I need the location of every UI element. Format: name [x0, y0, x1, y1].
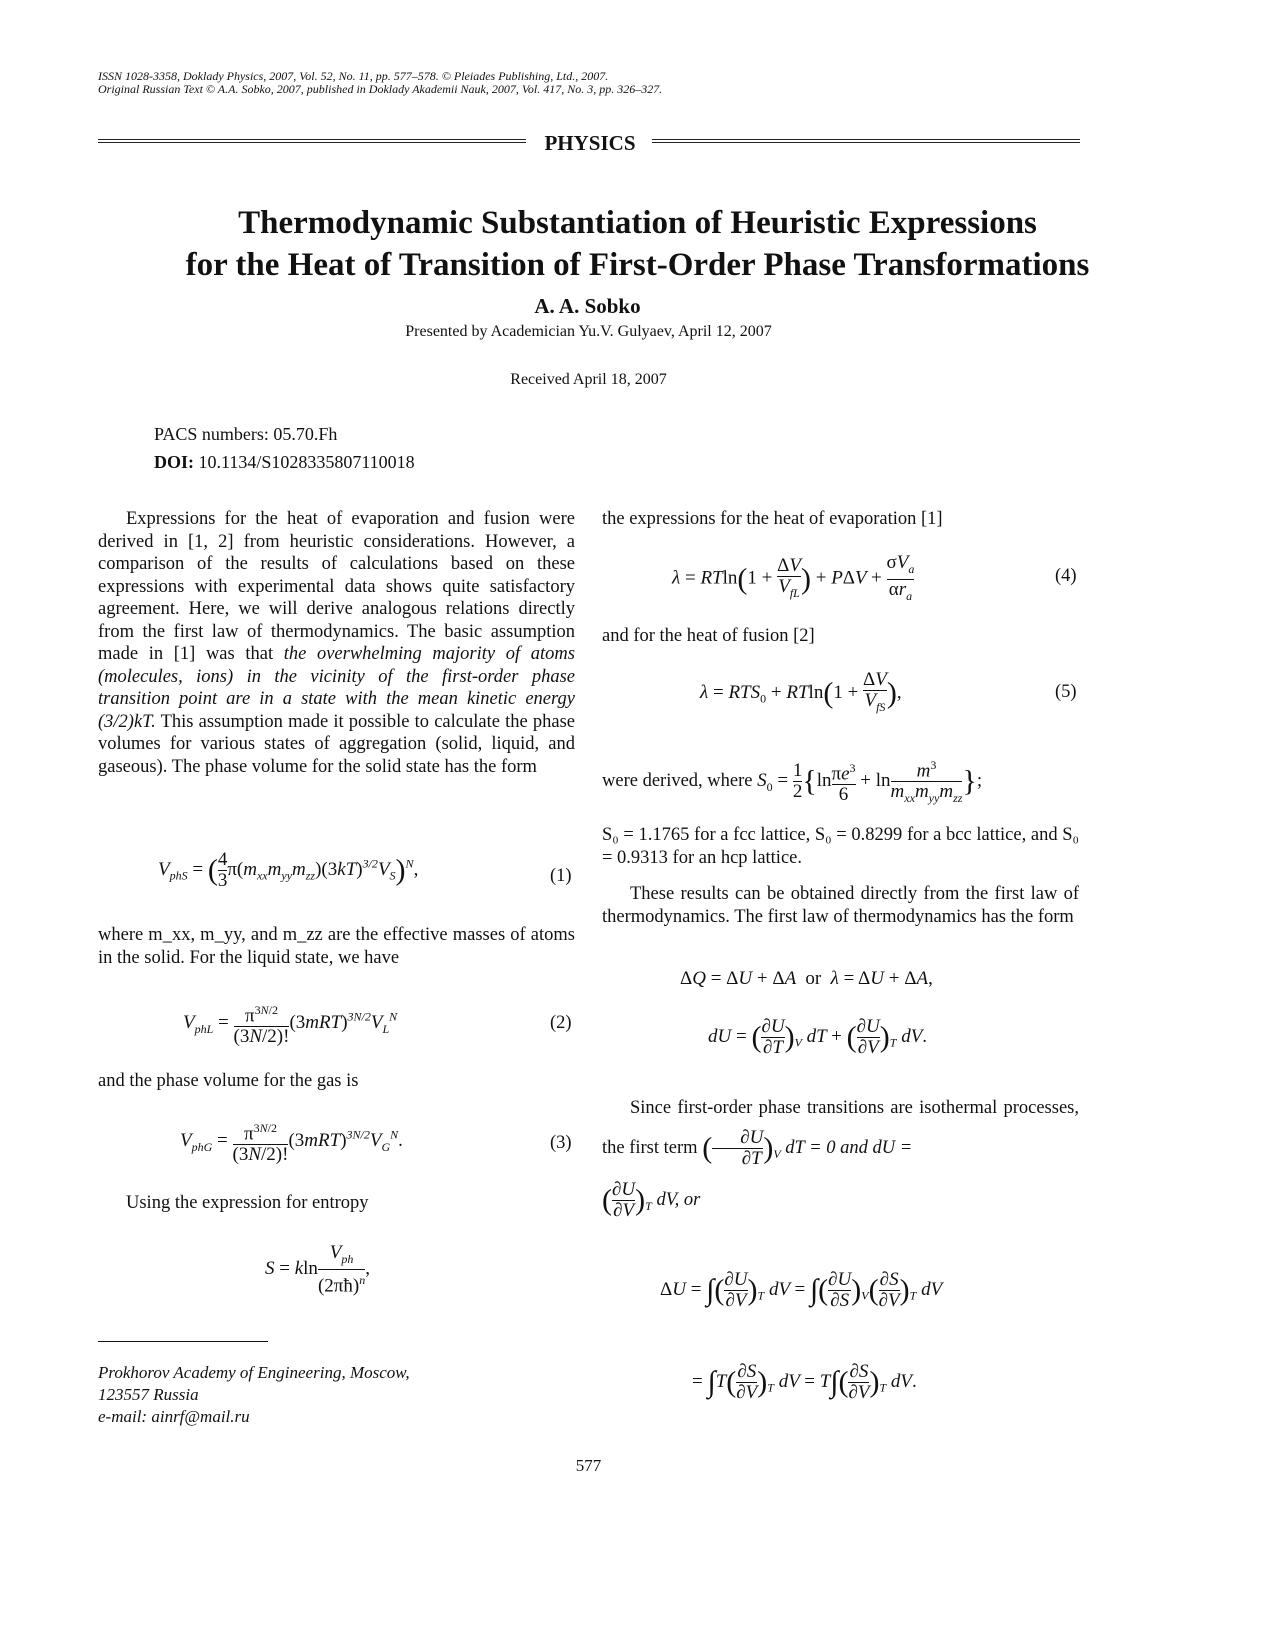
s0-definition: $S_0$ = $\frac{1}{2}$ {ln $\frac{\pi e^3}{6}$ + ln $\frac{m^3}{m_{xx}m_{yy}m_{zz}}$ };: [757, 770, 982, 791]
left-paragraph-4: Using the expression for entropy: [126, 1193, 369, 1213]
eq2-number: (2): [550, 1013, 572, 1033]
du-dv-fraction: ( $\frac{\partial U}{\partial V}$ )$_T$: [602, 1179, 652, 1221]
page-number: 577: [575, 1456, 602, 1475]
eq5-number: (5): [1055, 682, 1077, 702]
right-paragraph-3: [602, 755, 982, 808]
eq4-number: (4): [1055, 566, 1077, 586]
article-title: [60, 202, 1215, 286]
first-law-equation: ΔQ = ΔU + ΔA or λ = ΔU + ΔA,: [680, 968, 933, 989]
equation-5: $\lambda = RTS_0 + RTln(1$ + $\frac{\Delta V}{V_{fS}}$ ),: [700, 670, 902, 717]
title-line-2: for the Heat of Transition of First-Order Phase Transformations: [185, 247, 1090, 283]
right-paragraph-4: S₀ = 1.1765 for a fcc lattice, S₀ = 0.8299 for a bcc lattice, and S₀ = 0.9313 for an hcp lattice.: [602, 825, 1079, 868]
footnote-email: e-mail: ainrf@mail.ru: [98, 1407, 250, 1426]
doi-line: [154, 448, 415, 476]
equation-4: λ = RTln(1 + $\frac{\Delta V}{V_{fL}}$ ) + PΔV + $\frac{\sigma V_a}{\alpha r_a}$: [672, 553, 914, 606]
presented-by: Presented by Academician Yu.V. Gulyaev, April 12, 2007: [405, 323, 772, 340]
affiliation-footnote: [98, 1362, 410, 1428]
pacs-numbers: PACS numbers: 05.70.Fh: [154, 424, 338, 444]
first-term-fraction: ( $\frac{\partial U}{\partial T}$ )$_V$: [702, 1127, 781, 1170]
left-paragraph-3: and the phase volume for the gas is: [98, 1071, 359, 1091]
eq3-number: (3): [550, 1133, 572, 1153]
right-p6-tail: dV, or: [656, 1189, 701, 1210]
header-line-2: Original Russian Text © A.A. Sobko, 2007, published in Doklady Akademii Nauk, 2007, Vol. 417, No. 3, pp. 326–327.: [98, 82, 663, 96]
du-equation: dU = ( $\frac{\partial U}{\partial T}$ )$_V$ dT + ( $\frac{\partial U}{\partial V}$ )$_T$ dV.: [708, 1016, 928, 1058]
right-p3-lead: were derived, where: [602, 770, 753, 791]
section-label: PHYSICS: [544, 131, 636, 155]
right-paragraph-2: and for the heat of fusion [2]: [602, 626, 815, 646]
left-paragraph-1: [98, 508, 575, 778]
doi-value: 10.1134/S1028335807110018: [198, 452, 415, 472]
footnote-line-2: 123557 Russia: [98, 1385, 199, 1404]
left-p1-text: Expressions for the heat of evaporation and fusion were derived in [1, 2] from heuristic considerations. However, a comparison of the results of calculations based on these expressions with experimental data shows quite satisfactory agreement. Here, we will derive analogous relations directly from the first law of thermodynamics. The basic assumption made in [1] was that: [98, 509, 575, 664]
delta-u-integral-1: ΔU = ∫( $\frac{\partial U}{\partial V}$ )$_T$ dV = ∫( $\frac{\partial U}{\partial S}$ )$_V$( $\frac{\partial S}{\partial V}$ )$_T$ dV: [660, 1269, 943, 1311]
equation-3: $V_{phG}$ = $\frac{\pi^{3N/2}}{(3N/2)!}$ $(3mRT)^{3N/2}V_G^N$.: [180, 1121, 403, 1166]
delta-u-integral-2: = ∫T( $\frac{\partial S}{\partial V}$ )$_T$ dV = T∫( $\frac{\partial S}{\partial V}$ )$_T$ dV.: [692, 1361, 917, 1403]
section-rule-right: [652, 139, 1080, 143]
equation-1: $V_{phS}$ = ( $\frac{4}{3}$ $\pi(m_{xx}m_{yy}m_{zz})(3kT)^{3/2}V_S)^N$,: [158, 849, 419, 891]
right-paragraph-6: [602, 1088, 1079, 1174]
footnote-line-1: Prokhorov Academy of Engineering, Moscow,: [98, 1363, 410, 1382]
right-p6-mid: dT = 0 and dU =: [785, 1138, 913, 1158]
author: A. A. Sobko: [534, 294, 641, 318]
doi-label: DOI:: [154, 452, 194, 472]
eq1-number: (1): [550, 866, 572, 886]
right-paragraph-1: the expressions for the heat of evaporation [1]: [602, 509, 943, 529]
right-paragraph-5: These results can be obtained directly from the first law of thermodynamics. The first law of thermodynamics has the form: [602, 884, 1079, 927]
right-paragraph-6-tail: [602, 1180, 700, 1221]
pacs-block: [154, 420, 415, 476]
equation-2: $V_{phL}$ = $\frac{\pi^{3N/2}}{(3N/2)!}$ $(3mRT)^{3N/2}V_L^N$: [183, 1003, 398, 1048]
left-paragraph-2: where m_xx, m_yy, and m_zz are the effective masses of atoms in the solid. For the liquid state, we have: [98, 925, 575, 968]
received-date: Received April 18, 2007: [510, 371, 667, 388]
footnote-rule: [98, 1341, 268, 1342]
left-p1-italic: the overwhelming majority of atoms (molecules, ions) in the vicinity of the first-order phase transition point are in a state with the mean kinetic energy (3/2)kT.: [98, 644, 575, 732]
journal-header: [98, 70, 662, 96]
title-line-1: Thermodynamic Substantiation of Heuristic Expressions: [238, 205, 1037, 241]
left-p1-tail: This assumption made it possible to calculate the phase volumes for various states of aggregation (solid, liquid, and gaseous). The phase volume for the solid state has the form: [98, 711, 575, 777]
entropy-equation: S = kln $\frac{V_{ph}}{(2\pi ħ)^n}$ ,: [265, 1242, 370, 1297]
header-line-1: ISSN 1028-3358, Doklady Physics, 2007, Vol. 52, No. 11, pp. 577–578. © Pleiades Publishing, Ltd., 2007.: [98, 69, 609, 83]
section-rule-left: [98, 139, 526, 143]
right-p6-text: Since first-order phase transitions are isothermal processes, the first term: [602, 1098, 1079, 1158]
